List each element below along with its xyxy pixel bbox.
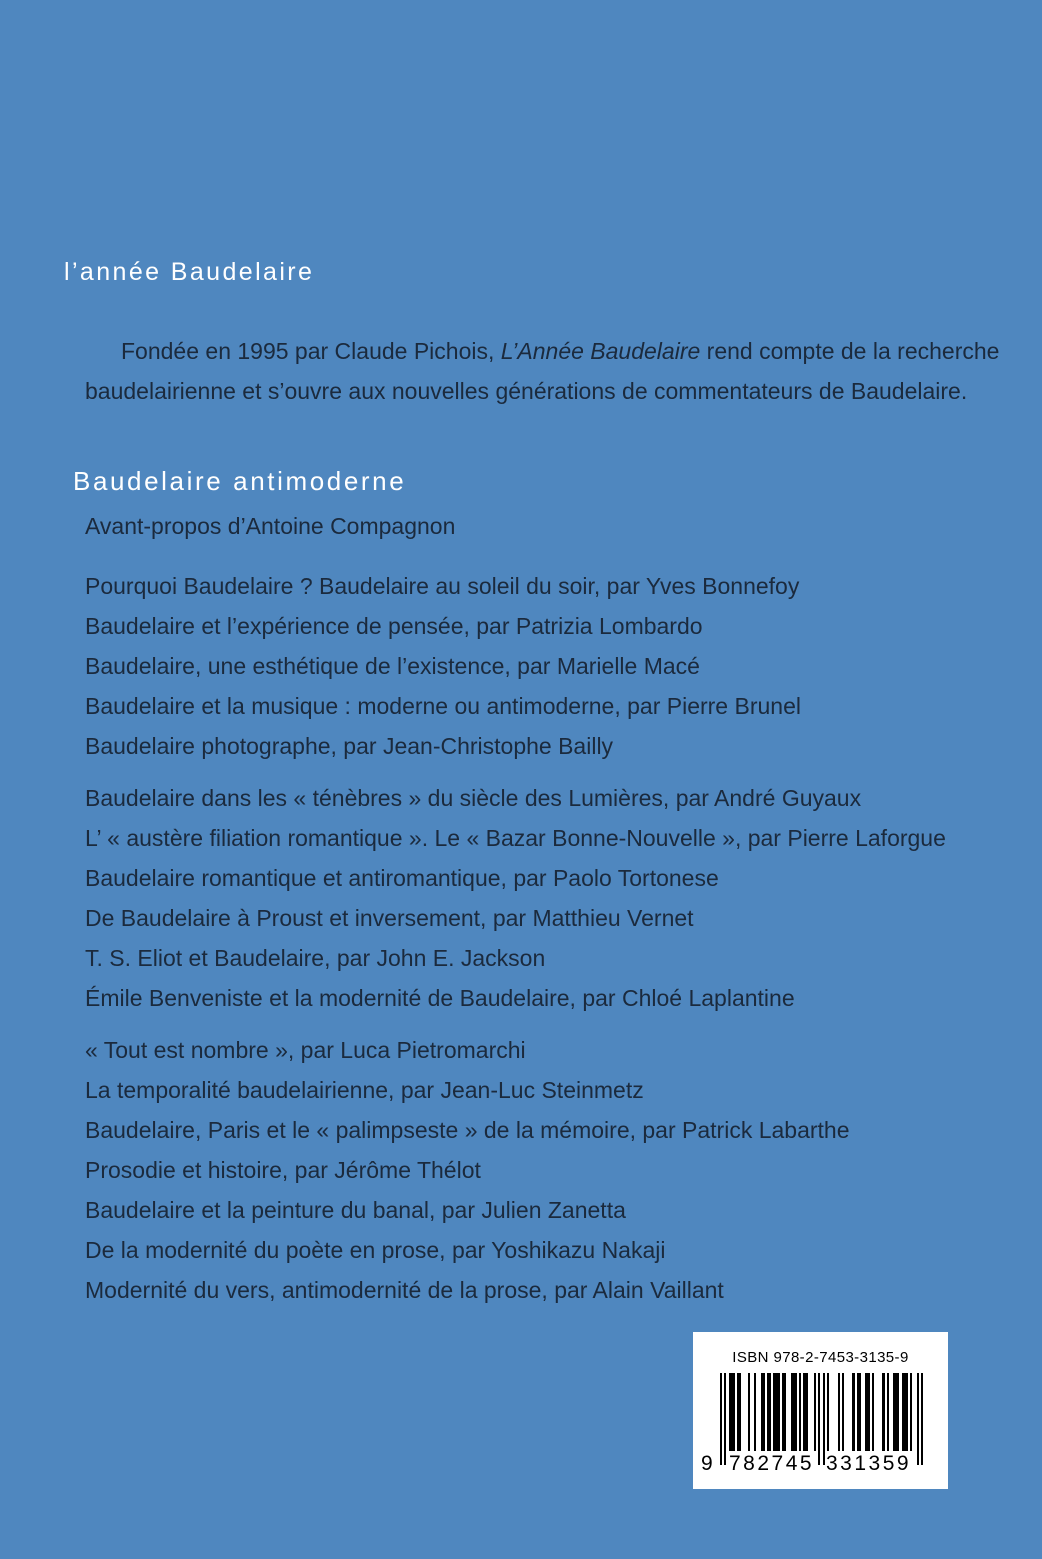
contents-entry: T. S. Eliot et Baudelaire, par John E. Jackson (85, 945, 546, 971)
contents-entry: Modernité du vers, antimodernité de la prose, par Alain Vaillant (85, 1277, 724, 1303)
barcode-bar (733, 1373, 735, 1451)
barcode-bar (739, 1373, 741, 1451)
issue-foreword: Avant-propos d’Antoine Compagnon (85, 513, 456, 539)
barcode-bar (748, 1373, 750, 1451)
blurb-text-after-italic: rend compte de la recherche baudelairienne et s’ouvre aux nouvelles générations de commentateurs de Baudelaire. (85, 338, 1000, 404)
barcode-bar (842, 1373, 844, 1451)
contents-group (85, 778, 1025, 1018)
barcode-bar (897, 1373, 899, 1451)
contents-entry: Baudelaire photographe, par Jean-Christophe Bailly (85, 733, 614, 759)
barcode-bar (867, 1373, 869, 1451)
contents-list (85, 566, 1025, 1310)
contents-entry: Baudelaire et la peinture du banal, par Julien Zanetta (85, 1197, 626, 1223)
contents-entry: Baudelaire, Paris et le « palimpseste » de la mémoire, par Patrick Labarthe (85, 1117, 850, 1143)
journal-title: l’année Baudelaire (64, 258, 315, 286)
contents-entry: Baudelaire dans les « ténèbres » du siècle des Lumières, par André Guyaux (85, 785, 862, 811)
isbn-barcode (693, 1332, 948, 1489)
barcode-bar (859, 1373, 861, 1451)
contents-entry: La temporalité baudelairienne, par Jean-Luc Steinmetz (85, 1077, 644, 1103)
barcode-bar (763, 1373, 765, 1451)
isbn-label: ISBN 978-2-7453-3135-9 (732, 1349, 909, 1366)
contents-entry: De la modernité du poète en prose, par Yoshikazu Nakaji (85, 1237, 666, 1263)
contents-group (85, 566, 1025, 766)
barcode-right-digits: 331359 (826, 1452, 912, 1475)
contents-entry: L’ « austère filiation romantique ». Le « Bazar Bonne-Nouvelle », par Pierre Laforgue (85, 825, 946, 851)
barcode-bar (852, 1373, 854, 1451)
barcode-bar (882, 1373, 884, 1451)
contents-entry: Baudelaire et la musique : moderne ou antimoderne, par Pierre Brunel (85, 693, 801, 719)
barcode-bar (906, 1373, 908, 1451)
blurb-italic-journal-name: L’Année Baudelaire (500, 338, 701, 364)
barcode-bar (814, 1373, 816, 1451)
barcode-bar (872, 1373, 874, 1451)
contents-entry: Émile Benveniste et la modernité de Baudelaire, par Chloé Laplantine (85, 985, 795, 1011)
barcode-digits (693, 1452, 948, 1476)
contents-entry: De Baudelaire à Proust et inversement, par Matthieu Vernet (85, 905, 694, 931)
barcode-bar (784, 1373, 786, 1451)
barcode-bar (805, 1373, 807, 1451)
contents-entry: Baudelaire, une esthétique de l’existence, par Marielle Macé (85, 653, 700, 679)
barcode-bar (887, 1373, 889, 1451)
barcode-bar (910, 1373, 912, 1451)
contents-entry: Baudelaire romantique et antiromantique, par Paolo Tortonese (85, 865, 719, 891)
barcode-bar (754, 1373, 756, 1451)
barcode-bar (827, 1373, 829, 1451)
barcode-bar (778, 1373, 780, 1451)
barcode-left-digits: 782745 (729, 1452, 815, 1475)
contents-entry: Prosodie et histoire, par Jérôme Thélot (85, 1157, 481, 1183)
contents-entry: « Tout est nombre », par Luca Pietromarchi (85, 1037, 526, 1063)
contents-group (85, 1030, 1025, 1310)
barcode-bar (795, 1373, 797, 1451)
barcode-lead-digit: 9 (701, 1452, 714, 1475)
issue-title: Baudelaire antimoderne (73, 466, 407, 496)
blurb-text-before-italic: Fondée en 1995 par Claude Pichois, (121, 338, 501, 364)
barcode-bar (769, 1373, 771, 1451)
barcode-bars (720, 1373, 923, 1451)
barcode-bar (799, 1373, 801, 1451)
contents-entry: Baudelaire et l’expérience de pensée, par Patrizia Lombardo (85, 613, 703, 639)
journal-blurb (85, 331, 1010, 411)
contents-entry: Pourquoi Baudelaire ? Baudelaire au soleil du soir, par Yves Bonnefoy (85, 573, 800, 599)
barcode-bar (838, 1373, 840, 1451)
